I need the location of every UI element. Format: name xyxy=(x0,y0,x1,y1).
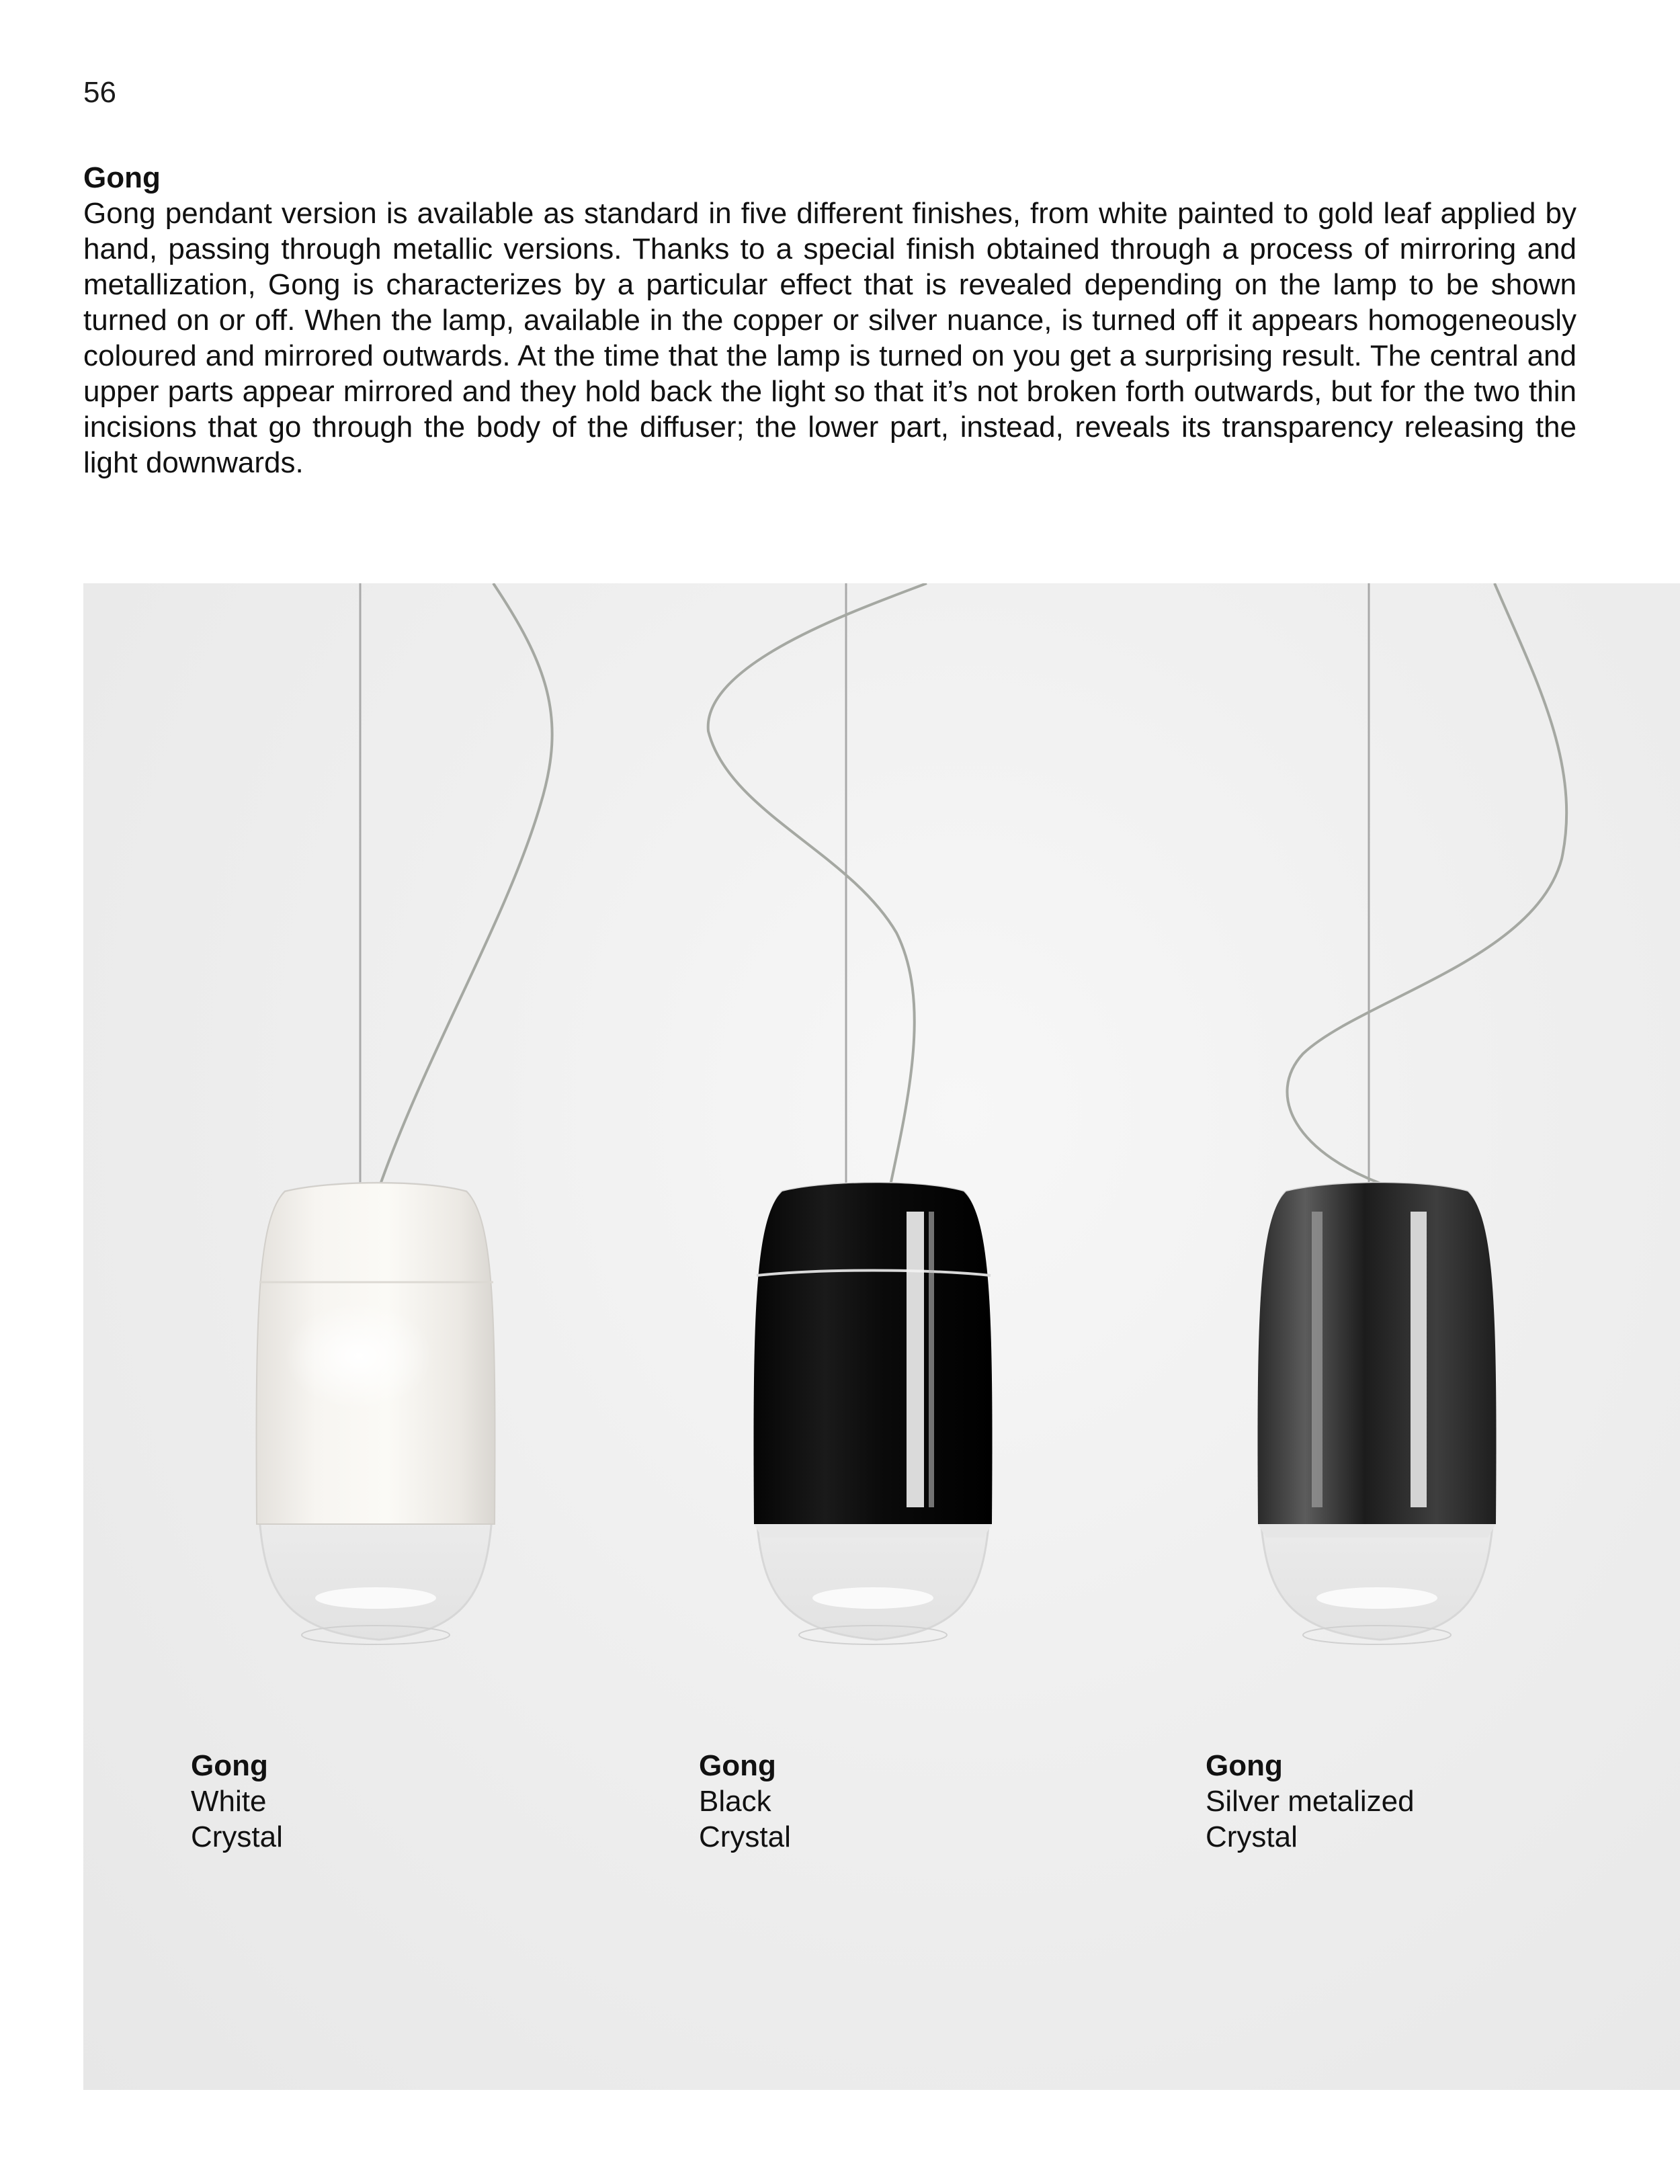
caption-black xyxy=(699,1748,791,1855)
caption-white xyxy=(191,1748,283,1855)
product-photo xyxy=(83,583,1680,2090)
intro-title: Gong xyxy=(83,161,161,194)
pendant-lamps-illustration xyxy=(83,583,1680,2090)
page-number: 56 xyxy=(83,76,116,109)
caption-finish: Silver metalized xyxy=(1206,1785,1415,1818)
caption-name: Gong xyxy=(191,1749,268,1782)
caption-diffuser: Crystal xyxy=(191,1820,283,1853)
caption-silver xyxy=(1206,1748,1415,1855)
caption-name: Gong xyxy=(699,1749,776,1782)
intro-body: Gong pendant version is available as standard in five different finishes, from white painted to gold leaf applied by hand, passing through metallic versions. Thanks to a special finish obtained through a process of mirroring and metallization, Gong is characterizes by a particular effect that is revealed depending on the lamp to be shown turned on or off. When the lamp, available in the copper or silver nuance, is turned off it appears homogeneously coloured and mirrored outwards. At the time that the lamp is turned on you get a surprising result. The central and upper parts appear mirrored and they hold back the light so that it’s not broken forth outwards, but for the two thin incisions that go through the body of the diffuser; the lower part, instead, reveals its transparency releasing the light downwards. xyxy=(83,197,1577,479)
caption-name: Gong xyxy=(1206,1749,1283,1782)
lamp-silver xyxy=(1257,583,1566,1644)
caption-diffuser: Crystal xyxy=(699,1820,791,1853)
caption-diffuser: Crystal xyxy=(1206,1820,1298,1853)
caption-finish: White xyxy=(191,1785,267,1818)
lamp-black xyxy=(708,583,993,1644)
intro-section xyxy=(83,160,1577,480)
caption-finish: Black xyxy=(699,1785,771,1818)
lamp-white xyxy=(256,583,552,1644)
